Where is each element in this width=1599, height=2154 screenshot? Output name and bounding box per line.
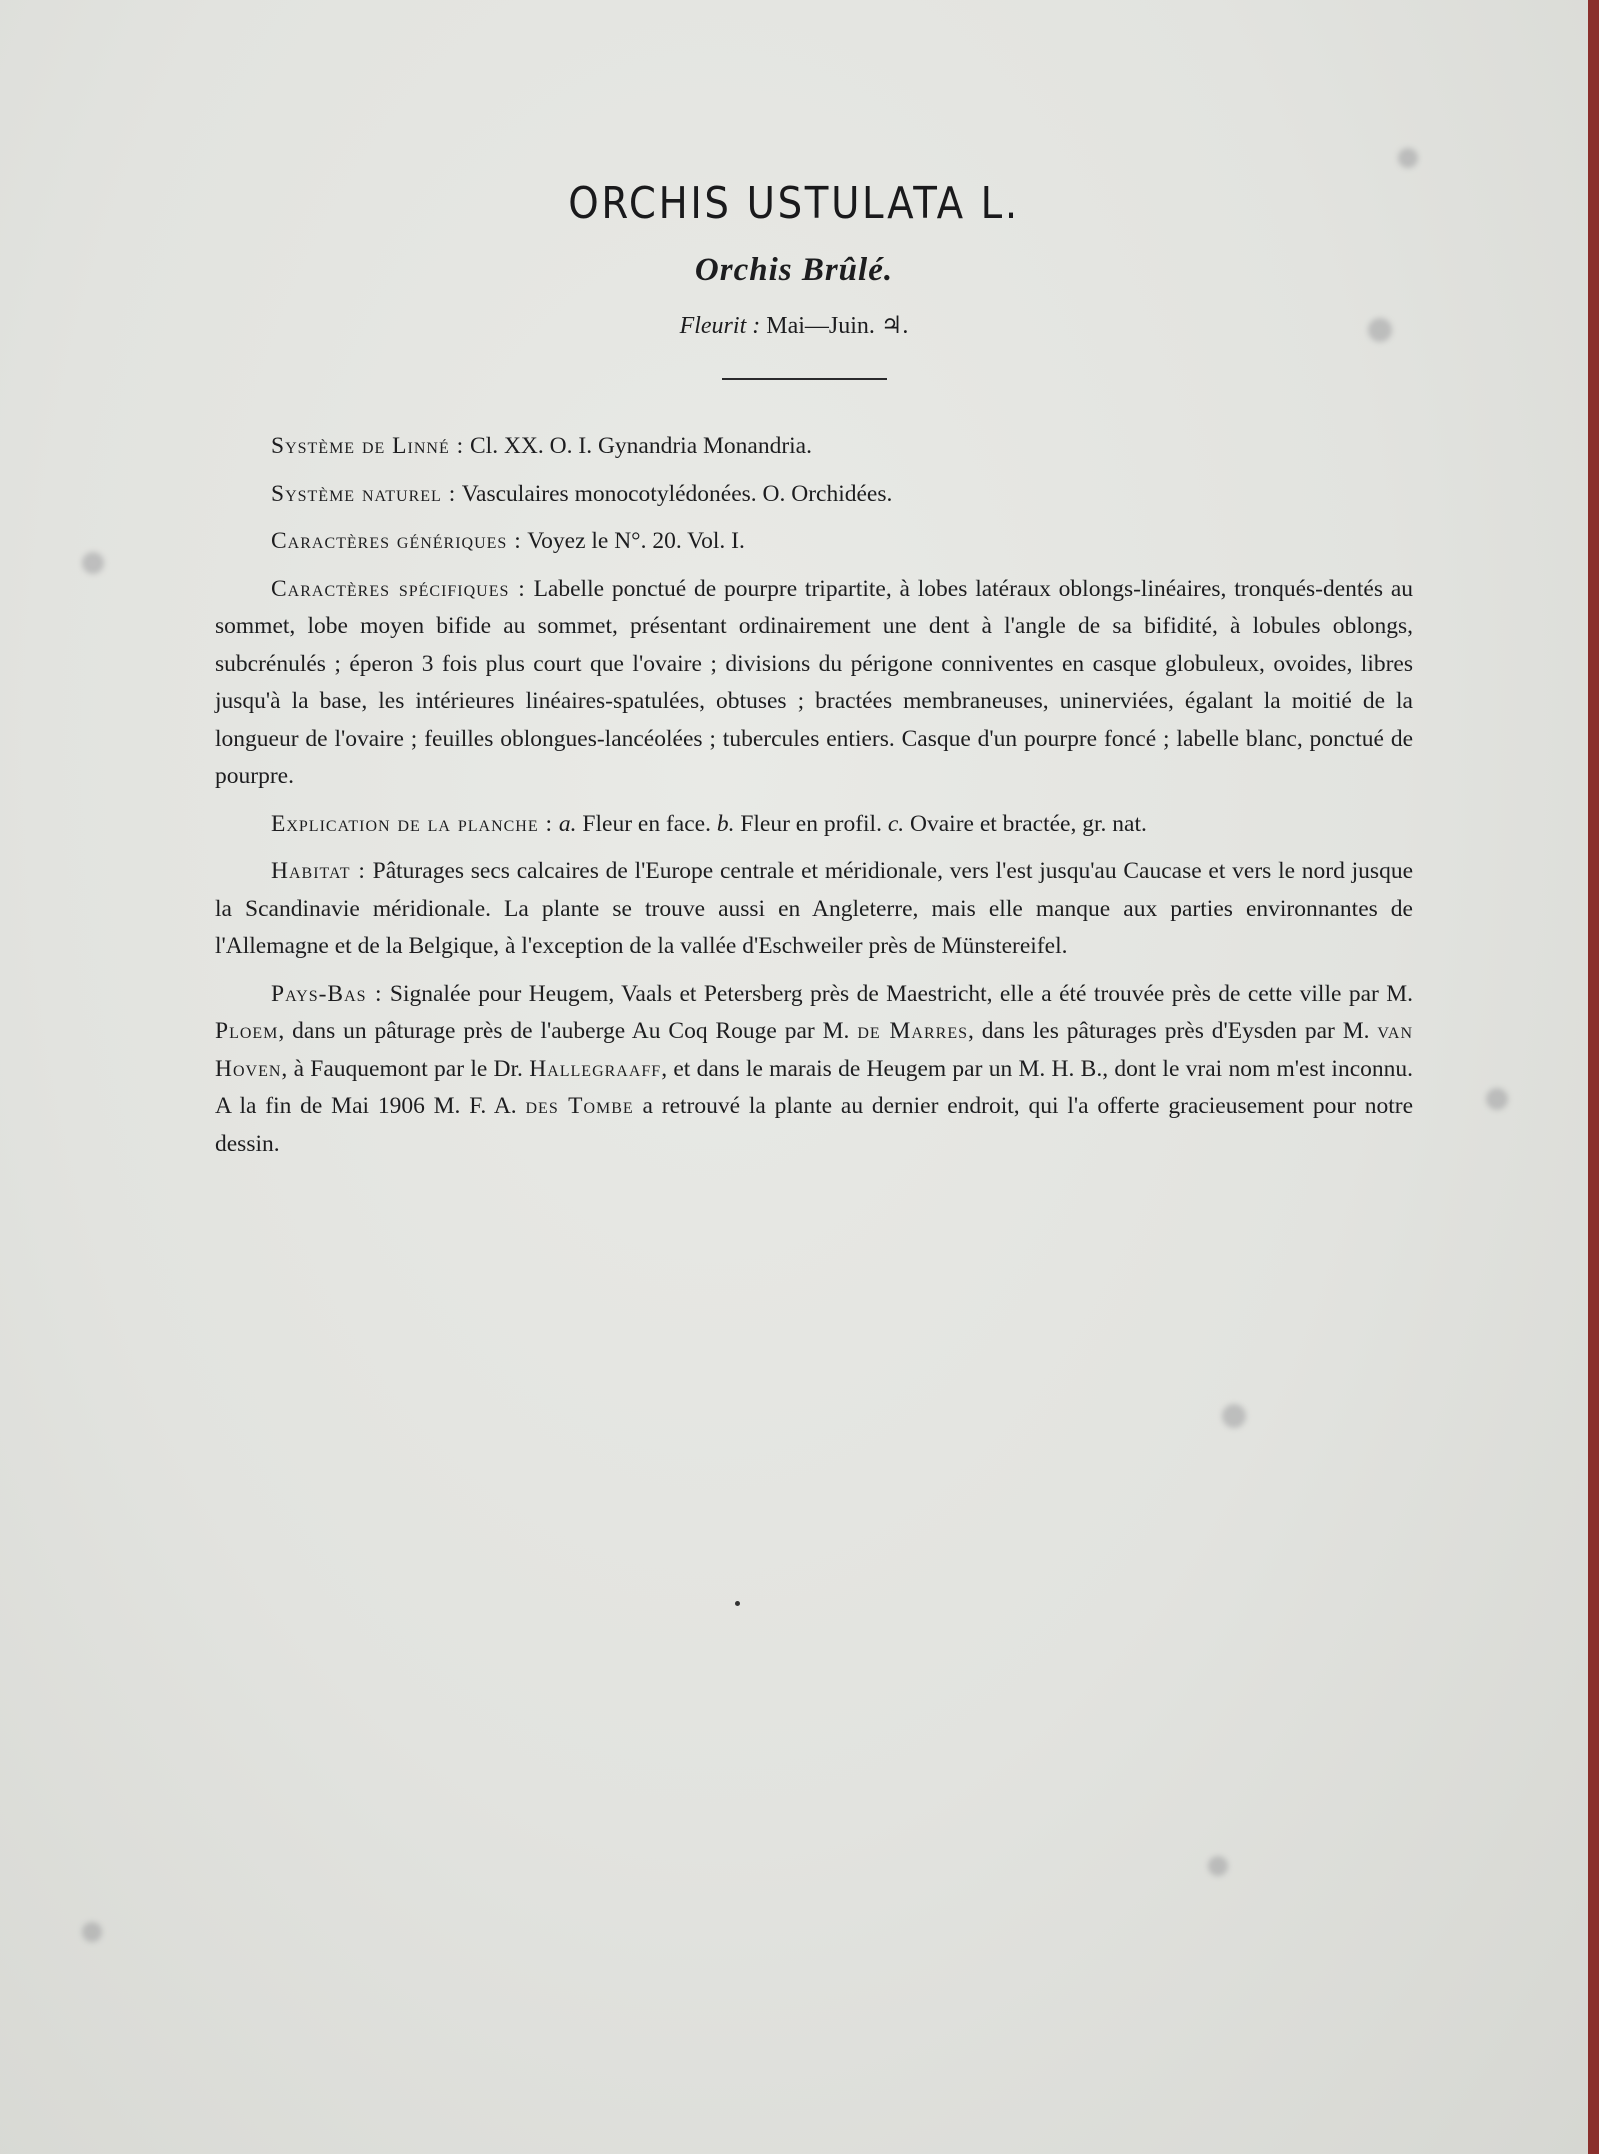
section-text: , dans un pâturage près de l'auberge Au Coq Rouge par M. [278,1018,850,1044]
paragraph-explication [215,806,1413,844]
section-label: Habitat : [271,858,366,884]
page-title: ORCHIS USTULATA L. [568,178,1020,229]
section-text: Vasculaires monocotylédonées. O. Orchidées. [461,480,893,507]
figure-key-b: b. [716,810,735,837]
flowering-line [0,311,1588,340]
person-name: Hallegraaff [529,1055,662,1082]
description-body [215,428,1413,1173]
paragraph-paysbas [215,976,1413,1164]
section-label: Explication de la planche : [271,810,554,837]
foxing-spot [1398,148,1418,168]
foxing-spot [1486,1088,1508,1110]
flowering-label: Fleurit : [679,313,761,339]
paragraph-generiques [215,523,1413,561]
page-subtitle: Orchis Brûlé. [694,252,894,288]
person-name: van Hoven [215,1018,1414,1082]
figure-text-c: Ovaire et bractée, gr. nat. [910,810,1147,837]
foxing-spot [82,1922,102,1942]
paragraph-specifiques [215,571,1413,796]
figure-key-c: c. [887,810,905,837]
paragraph-habitat [215,853,1413,966]
section-text: Cl. XX. O. I. Gynandria Monandria. [470,433,812,459]
person-name: des Tombe [525,1093,634,1119]
person-name: Ploem [215,1018,279,1044]
section-text: a retrouvé la plante au dernier endroit, qui l'a offerte gracieusement pour notre dessin. [215,1093,1414,1157]
figure-text-b: Fleur en profil. [740,810,882,837]
paragraph-naturel [215,476,1413,514]
section-label: Caractères spécifiques : [271,575,526,602]
section-text: Labelle ponctué de pourpre tripartite, à lobes latéraux oblongs-linéaires, tronqués-dentés au sommet, lobe moyen bifide au sommet, présentant ordinairement une dent à l'angle de sa bifidité, à lobules oblongs, subcrénulés ; éperon 3 fois plus court que l'ovaire ; divisions du périgone conniventes en casque globuleux, ovoides, libres jusqu'à la base, les intérieures linéaires-spatulées, obtuses ; bractées membraneuses, uninerviées, égalant la moitié de la longueur de l'ovaire ; feuilles oblongues-lancéolées ; tubercules entiers. Casque d'un pourpre foncé ; labelle blanc, ponctué de pourpre. [215,575,1413,789]
figure-key-a: a. [558,810,577,837]
foxing-spot [1208,1856,1228,1876]
section-text: , à Fauquemont par le Dr. [281,1055,523,1082]
section-text: , dans les pâturages près d'Eysden par M. [968,1018,1370,1044]
foxing-spot [1222,1404,1246,1428]
paragraph-linne [215,428,1413,466]
figure-text-a: Fleur en face. [582,810,711,837]
section-label: Système naturel : [271,480,457,507]
section-label: Pays-Bas : [271,980,383,1007]
section-text: Signalée pour Heugem, Vaals et Petersberg près de Maestricht, elle a été trouvée près de cette ville par M. [389,980,1414,1007]
section-label: Système de Linné : [271,433,465,459]
section-text: Voyez le N°. 20. Vol. I. [527,528,745,554]
foxing-spot [82,552,104,574]
ink-dot [735,1601,740,1606]
flowering-value: Mai—Juin. ♃. [766,313,909,339]
title-divider [722,378,887,380]
section-text: Pâturages secs calcaires de l'Europe centrale et méridionale, vers l'est jusqu'au Caucase et vers le nord jusque la Scandinavie méridionale. La plante se trouve aussi en Angleterre, mais elle manque aux parties environnantes de l'Allemagne et de la Belgique, à l'exception de la vallée d'Eschweiler près de Münstereifel. [215,858,1414,959]
section-text: , et dans le marais de Heugem par un M. H. B., dont le vrai nom m'est inconnu. A la fin de Mai 1906 M. F. A. [215,1055,1413,1119]
person-name: de Marres [857,1018,969,1044]
section-label: Caractères génériques : [271,528,522,554]
